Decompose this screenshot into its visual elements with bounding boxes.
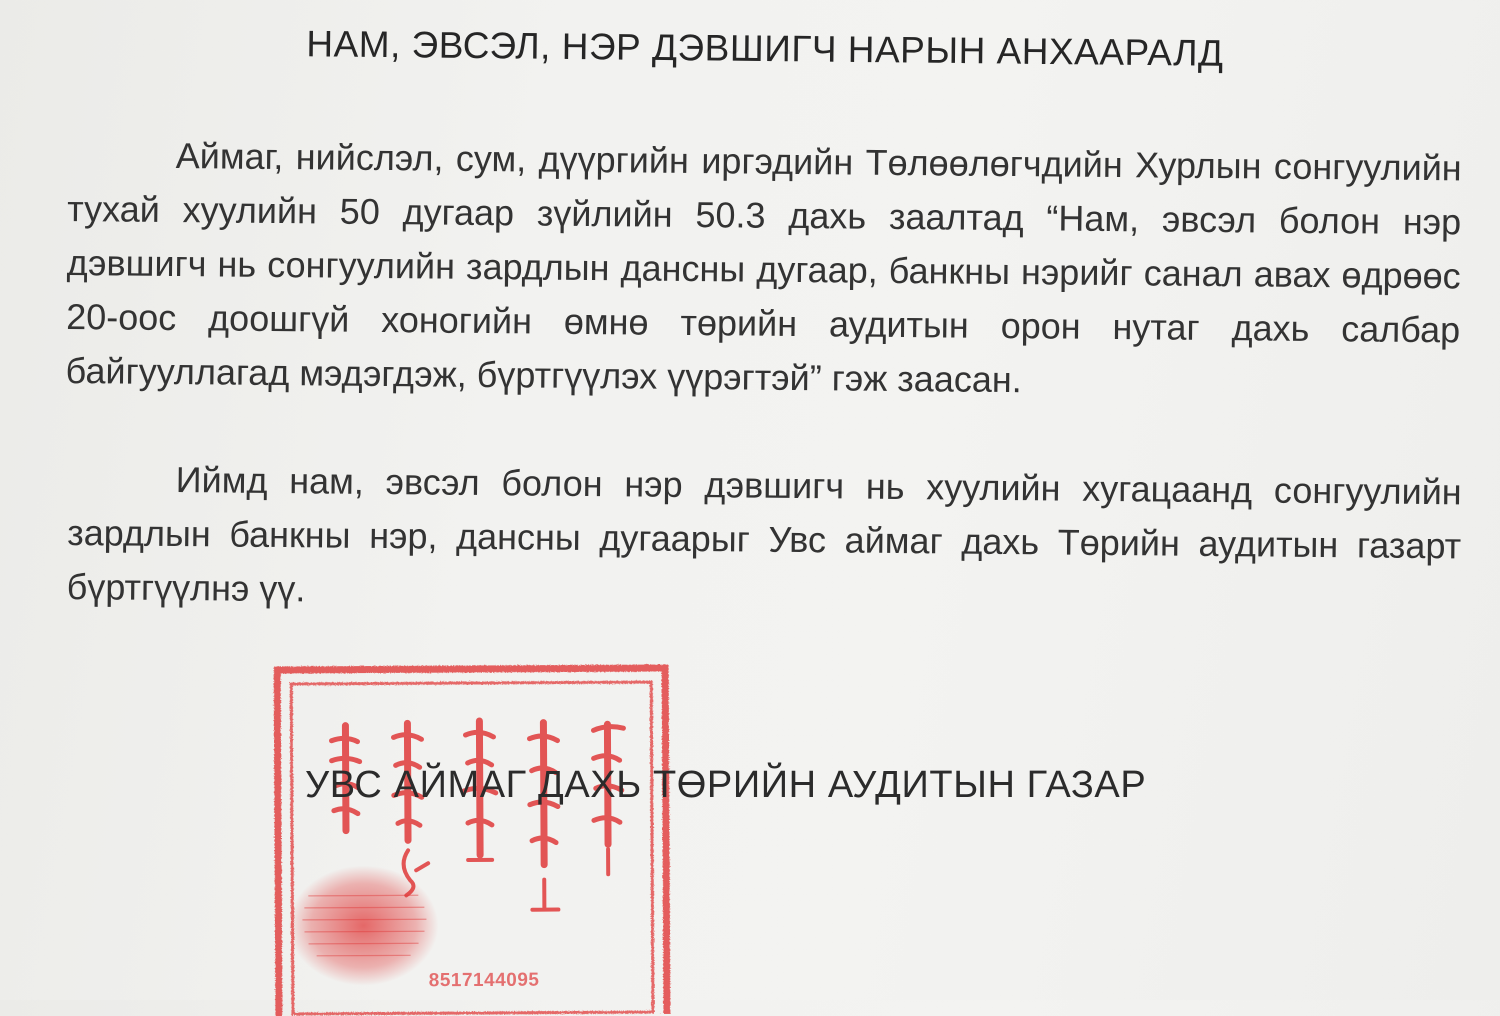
paragraph-legal-requirement: Аймаг, нийслэл, сум, дүүргийн иргэдийн Төлөөлөгчдийн Хурлын сонгуулийн тухай хуулийн 50 дугаар зүйлийн 50.3 дахь заалтад “Нам, эвсэл болон нэр дэвшигч нь сонгуулийн зардлын дансны дугаар, банкны нэрийг санал авах өдрөөс 20-оос доошгүй хоногийн өмнө төрийн аудитын орон нутаг дахь салбар байгууллагад мэдэгдэж, бүртгүүлэх үүрэгтэй” гэж заасан. bbox=[65, 135, 1462, 401]
issuing-organization-name: УВС АЙМАГ ДАХЬ ТӨРИЙН АУДИТЫН ГАЗАР bbox=[305, 764, 1147, 806]
official-seal-stamp bbox=[267, 654, 679, 1016]
document-title: НАМ, ЭВСЭЛ, НЭР ДЭВШИГЧ НАРЫН АНХААРАЛД bbox=[306, 23, 1224, 74]
seal-graphic bbox=[267, 654, 679, 1016]
seal-registration-number: 8517144095 bbox=[428, 969, 540, 992]
paragraph-registration-notice: Иймд нам, эвсэл болон нэр дэвшигч нь хуулийн хугацаанд сонгуулийн зардлын банкны нэр, дансны дугаарыг Увс аймаг дахь Төрийн аудитын газарт бүртгүүлнэ үү. bbox=[66, 459, 1462, 610]
